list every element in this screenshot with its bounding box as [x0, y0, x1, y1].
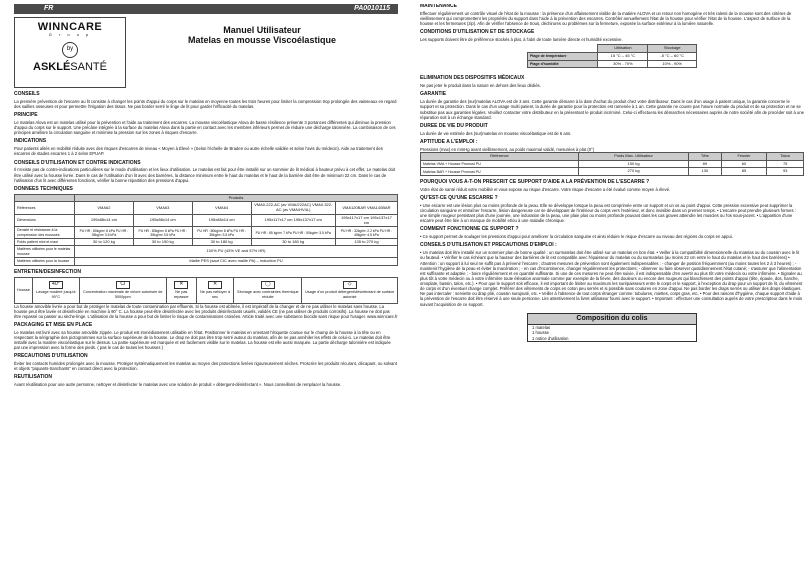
conditions-table: Utilisation Stockage Plage de température 15 °C – 45 °C -5 °C – 60 °C Plage d'humidité 30% - 70% 10% - 90%	[527, 44, 697, 68]
donnees-heading: DONNEES TECHNIQUES	[14, 185, 73, 192]
conseils-text: La première prévention de l'escarre au lit consiste à changer les points d'appui du corps sur le matelas en moyenne toutes les trois heures pour limiter la compression trop prolongée des vaisseaux en regard des saillies osseuses et pour permettre l'irrigation des tissus. Ne pas border serré le linge de lit pour garder l'efficacité du matelas.	[14, 98, 397, 110]
comment-heading: COMMENT FONCTIONNE CE SUPPORT ?	[420, 226, 519, 233]
aptitude-text: Pressions (max) en mmHg avant vieillissement, au poids maximal validé, mesurées à plat (0°)	[420, 146, 595, 152]
left-column	[14, 4, 398, 564]
elimination-text: Ne pas jeter le produit dans la nature en dehors des lieux dédiés.	[420, 83, 541, 89]
no-dry-clean-icon: ✕	[208, 281, 222, 289]
tech-table	[14, 194, 398, 266]
precautions-text: Éviter les contacts humides prolongés avec la mousse. Protéger systématiquement les matelas au moyen des protections livrées rigoureusement sèches. Proscrire les produits récurant, décapant, ou solvant et objets "piquants-tranchants" en contact direct avec la protection.	[14, 361, 397, 372]
composition-title: Composition du colis	[528, 314, 696, 325]
care-wash: 40° Lavage modéré jusqu'à 90°C	[32, 277, 79, 303]
header-bar	[14, 4, 398, 14]
wash-icon: 40°	[49, 281, 63, 289]
duree-heading: DUREE DE VIE DU PRODUIT	[420, 122, 488, 129]
duree-text: La durée de vie estimée des (sur)matelas en mousse viscoélastique est de 6 ans.	[420, 130, 572, 136]
principe-text: Le matelas Alova est un matelas utilisé pour la prévention et l'aide au traitement des escarres. La mousse viscoélastique Alova de basse résilience présente 3 portances différentes qui diminue la pression d'appui du corps sur le support. Une précâne intégrée à la surface du matelas Alova dans la partie en contact avec les membres inférieurs permet de réduire une décharge talonnière. La combinaison de ces principes améliore la circulation sanguine et minimise la pression sur les zones à risques d'escarre.	[14, 120, 396, 136]
table-row: Poids patient mini et maxi 30 to 120 kg 30 to 150 kg 30 to 180 kg 30 to 180 kg 135 to 270 kg	[15, 238, 398, 246]
table-row: Références VMA62 VMA63 VMA64 VMA0-222-AC (av VMA/222AC) VMA0-322-AC (av VMA/HV4L) VMA120BAR VMA140BAR	[15, 202, 398, 214]
list-item: 1 notice d'utilisation	[532, 335, 569, 341]
table-row: Dimensions 195x88x14 cm 195x88x14 cm 195x88x14 cm 195x117x17 cm 195x137x17 cm 195x117x17 cm 195x137x17 cm	[15, 214, 398, 226]
comment-text: • Ce support permet de soulager les pressions d'appui pour améliorer la circulation sanguine et ainsi réduire le risque d'escarre au niveau des régions du corps en appui.	[420, 234, 733, 240]
header-ref: PA0010115	[354, 4, 390, 12]
logo-row	[14, 17, 398, 88]
logo-askle: ASKLÉSANTÉ	[33, 60, 107, 73]
list-item: 1 matelas	[532, 324, 551, 330]
contre-text: Il n'existe pas de contre-indications particulières sur le mode d'utilisation et les lieux d'utilisation. Le matelas est fait pour être installé sur un sommier de lit médical à hauteur prévu à cet effet. Le matelas doit être utilisé avec la housse livrée. Dans le cas de l'utilisation d'un lit avec des barrières, la distance minimum entre le haut du matelas et le haut de la barrière doit être de minimum 22 cm. Dans le cas de l'utilisation d'un lit avec différentes fonctions, vérifier la bonne répartition des pressions d'appui.	[14, 167, 396, 183]
conseils-utilisation-heading: CONSEILS D'UTILISATION ET PRECAUTIONS D'EMPLOI :	[420, 242, 557, 249]
indications-text: Pour patients alités en mobilité réduite avec des risques d'escarres de niveau « Moyen à Élevé » (Selon l'échelle de Braden ou autre échelle validée et selon l'avis du médecin). Aide au traitement des escarres de stades escarres 1 à 2 selon EPUAP.	[14, 146, 383, 157]
garantie-text: La durée de garantie des (sur)matelas ALOVA est de 3 ans. Cette garantie démarre à la date d'achat du produit chez votre distributeur. Dans le cas d'un usage à patient unique, la garantie concerne le support et sa protection. Dans le cas d'un usage multi patient, la durée de garantie pour la protection est ramenée à 1 an. Cette garantie ne couvre pas l'usure normale du produit et de sa protection et ne se substitue pas aux garanties légales. Veuillez contacter votre distributeur en la présentant le produit incriminé. Celui-ci effectuera les démarches nécessaires auprès de notre société afin de procéder soit à une réparation soit à un échange standard.	[420, 99, 804, 120]
pourquoi-heading: POURQUOI VOUS A-T-ON PRESCRIT CE SUPPORT D'AIDE A LA PRÉVENTION DE L'ESCARRE ?	[420, 179, 650, 186]
contre-heading: CONSEILS D'UTILISATION ET CONTRE INDICATIONS	[14, 159, 141, 166]
title-line2: Matelas en mousse Viscoélastique	[188, 35, 336, 46]
aptitude-heading: APTITUDE A L'EMPLOI :	[420, 138, 478, 145]
elimination-heading: ELIMINATION DES DISPOSITIFS MÉDICAUX	[420, 75, 525, 82]
care-chlore: Cl Concentration maximale de chlore autorisée de 5000ppm	[79, 277, 166, 303]
care-iron: ✕ Ne pas repasser	[166, 277, 196, 303]
bleach-icon: Cl	[116, 281, 130, 289]
logo-by: by	[62, 42, 78, 58]
produits-header: Produits	[75, 194, 398, 202]
list-item: 1 housse	[532, 330, 549, 336]
entretien-heading: ENTRETIEN/DESINFECTION	[14, 268, 81, 275]
packaging-text: Le matelas est livré avec sa housse amovible zippée. Le produit est immédiatement utilisable en l'état. Positionner le matelas en orientant l'étiquette cousue sur le champ de la housse à la tête ou en respectant la sérigraphie des pictogrammes sur la surface supérieure de la housse. Le drap ne doit pas être trop serré autour du matelas, afin de ne pas annihiler les effets de celui-ci. Le matelas doit être installé avec la matière viscoélastique sur le dessus. La partie supérieure est marquée et est facilement visible sur le matelas. La housse est elle aussi marquée. La partie décharge talonnière est indiquée par une impression avec la forme des pieds. ( pas le cas de toutes les housses )	[14, 329, 391, 351]
care-tumble: ◯ Séchage avec contraintes thermique réduite	[234, 277, 302, 303]
no-iron-icon: ✕	[174, 281, 188, 289]
right-column	[420, 4, 804, 564]
pourquoi-text: Votre état de santé réduit votre mobilité et vous expose au risque d'escarre. Votre risque d'escarre a été évalué comme moyen à élevé.	[420, 186, 671, 192]
title-line1: Manuel Utilisateur	[223, 25, 301, 35]
table-row: Matelas BAR + Housse Promust PU 270 kg 130 85 93	[421, 168, 804, 176]
title	[126, 17, 398, 46]
entretien-text: La housse amovible livrée a pour but de protéger le matelas de toute contamination par effluents. Si la housse est abîmée, il est impératif de la changer et de ne pas utiliser le matelas sans housse. La housse peut être lavée et désinfectée en machine à 90° C. La housse peut-être désinfectée avec les produits désinfectants usuels, validés CE (ne pas utiliser de produits corrosifs). La housse ne doit pas être repassé ou passer au sèche-linge. L'utilisation de la housse a pour but de limiter le risque de contaminations croisées. Article traité avec une substance biocide sans risque pour l'usager. www.winncare.fr	[14, 303, 398, 319]
reutilisation-text: Avant réutilisation pour une autre personne, nettoyer et désinfecter le matelas avec une solution de produit « détergent-désinfectant ». Nous conseillons de remplacer la housse.	[14, 382, 342, 388]
packaging-heading: PACKAGING ET MISE EN PLACE	[14, 321, 93, 328]
detergent-icon: ◇	[343, 281, 357, 289]
precautions-heading: PRECAUTIONS D'UTILISATION	[14, 353, 88, 360]
conseils-utilisation-text: • Un matelas doit être installé sur un sommier plan de bonne qualité : un surmatelas doit être utilisé sur un matelas en bon état. • Veiller à la compatibilité dimensionnelle du matelas ou du coussin avec le lit ou fauteuil. • Vérifier le cas échéant que la hauteur des barrières de lit est compatible avec l'épaisseur du matelas ou du surmatelas (au moins 22 cm entre le haut du matelas et le haut des barrières) • Attention : un support à lui seul ne suffit pas à prévenir l'escarre ; d'autres mesures de prévention sont également indispensables : - changer de position fréquemment (au moins toutes les 2 à 3 heures) ; - maintenir l'hygiène de la peau et éviter la macération ; - en cas d'incontinence, changer régulièrement les protections; - observer ou faire observer quotidiennement l'état cutané; - s'assurer que l'alimentation est suffisante et adaptée ; - boire régulièrement et en quantité suffisante. Si une de ces mesures ne peut être suivie, il est indispensable d'en avertir au plus tôt votre médecin ou votre infirmière. • Signaler au plus tôt à votre médecin ou à votre infirmière toute élévation anormale comme par exemple de la fièvre, des douleurs ou encore des rougeurs qui blanchissent des points d'appui (tête, épaule, dos, hanche, omoplate, bassin, talon, etc.). • Pour que le support soit efficace, il est important de limiter au maximum les surépaisseurs entre le corps et le support, à l'exception du drap pour un support de lit, du vêtement de corps et d'un éventuel change complet. Préférer des vêtements de corps en coton peu serrés et si possible sans coutures en zone d'appui. Ne pas border les draps serrés ou utiliser des draps élastiques. Ne pas intercaler : serviette ou drap plié, coussin surajouté, etc. • Veiller à l'absence de tout corps étranger comme: tubulures, miettes, corps gras, etc. • Pour des raisons d'hygiène, chaque support d'aide à la prévention de l'escarre doit être réservé à une seule personne. Lire attentivement la livret utilisateur fourni avec le support. • Important : effectuer une consultation auprès de votre prescripteur dans le mois suivant l'acquisition de ce support.	[420, 250, 803, 307]
principe-heading: PRINCIPE	[14, 112, 38, 119]
composition-box	[527, 313, 697, 343]
logo-group: G r o u p	[48, 31, 92, 37]
tumble-dry-icon: ◯	[261, 281, 275, 289]
housse-label: Housse	[15, 277, 33, 303]
header-lang: FR	[44, 4, 54, 12]
table-row: Plage d'humidité 30% - 70% 10% - 90%	[528, 60, 697, 68]
table-row: Plage de température 15 °C – 45 °C -5 °C – 60 °C	[528, 53, 697, 61]
care-detergent: ◇ Usage d'un produit détergent/désinfectant de surface autorisé	[302, 277, 398, 303]
table-row: Matelas VMA + Housse Promust PU 150 kg 89 60 75	[421, 160, 804, 168]
logo	[14, 17, 126, 88]
escarre-heading: QU'EST-CE QU'UNE ESCARRE ?	[420, 195, 498, 202]
table-row: Matières utilisées pour le matelas mousse 100% PU (43% VE and 57% HR)	[15, 246, 398, 257]
escarre-text: • Une escarre est une lésion plus ou moins profonde de la peau. Elle se développe lorsque la peau est comprimée entre un support et un os au point d'appui. Cette pression excessive peut supprimer la circulation sanguine et entraîner l'escarre, lésion dangereuse car se développant de l'intérieur du corps vers l'extérieur, et donc invisible dans un premier temps. • L'escarre peut prendre plusieurs formes : une simple rougeur persistant plus d'une journée, une induration de la peau, une plaie plus ou moins profonde pouvant dans les cas graves atteindre les muscles ou l'os sous-jacent. • L'apparition d'une escarre peut être liée à un manque de mobilité et/ou à une maladie chronique.	[420, 202, 796, 224]
maintenance-heading: MAINTENANCE	[420, 4, 457, 9]
care-dry-clean: ✕ Ne pas nettoyer à sec	[196, 277, 233, 303]
conseils-heading: CONSEILS	[14, 91, 40, 97]
conditions-text: Les supports doivent être de préférence stockés à plat, à l'abri de toute lumière directe et humidité excessive.	[420, 37, 623, 43]
garantie-heading: GARANTIE	[420, 91, 447, 98]
indications-heading: INDICATIONS	[14, 138, 47, 145]
care-icons-table	[14, 277, 398, 304]
table-row: Matières utilisées pour la housse Maille PES (sauf CIC avec maille PA) – induction PU	[15, 257, 398, 265]
conditions-heading: CONDITIONS D'UTILISATION ET DE STOCKAGE	[420, 29, 535, 36]
table-row: Densité et résistance à la compression des mousses PU HR : 80kg/m³ 8 kPa PU HR : 35kg/m³ 3.5 kPa PU HR : 80kg/m³ 8 kPa PU HR : 35kg/m³ 3.5 kPa PU HR : 80kg/m³ 8 kPa PU HR : 35kg/m³ 3.5 kPa PU HR : 85 kg/m³ 7 kPa PU HR : 50kg/m³ 3.5 kPa PU HR : 32kg/m³ 2.2 kPa PU HR : 45kg/m³ 4.5 kPa	[15, 227, 398, 238]
maintenance-text: Effectuer régulièrement un contrôle visuel de l'état de la mousse : la présence d'un affaissement visible de la matière ALOVA et un retour non homogène et très ralenti de la mousse sont des critères de vieillissement qui compromettent les propriétés du support dans l'aide à la prévention des escarres. Contrôler annuellement l'état de la housse pour vérifier l'état de la housse. L'aspect de surface de la housse et les fermetures (zip). Afin de vérifier l'absence de trous, déchirures ou problèmes sur la fermeture, exposée la surface extérieur à la lumière naturelle.	[420, 10, 792, 27]
reutilisation-heading: REUTILISATION	[14, 374, 52, 381]
logo-brand: WINNCARE	[37, 21, 103, 33]
aptitude-table: Référence Poids Max. Utilisateur Tête Fessier Talon Matelas VMA + Housse Promust PU 150 kg 89 60 75 Matelas BAR + Housse Promust PU 270 kg 130 85 93	[420, 152, 804, 176]
